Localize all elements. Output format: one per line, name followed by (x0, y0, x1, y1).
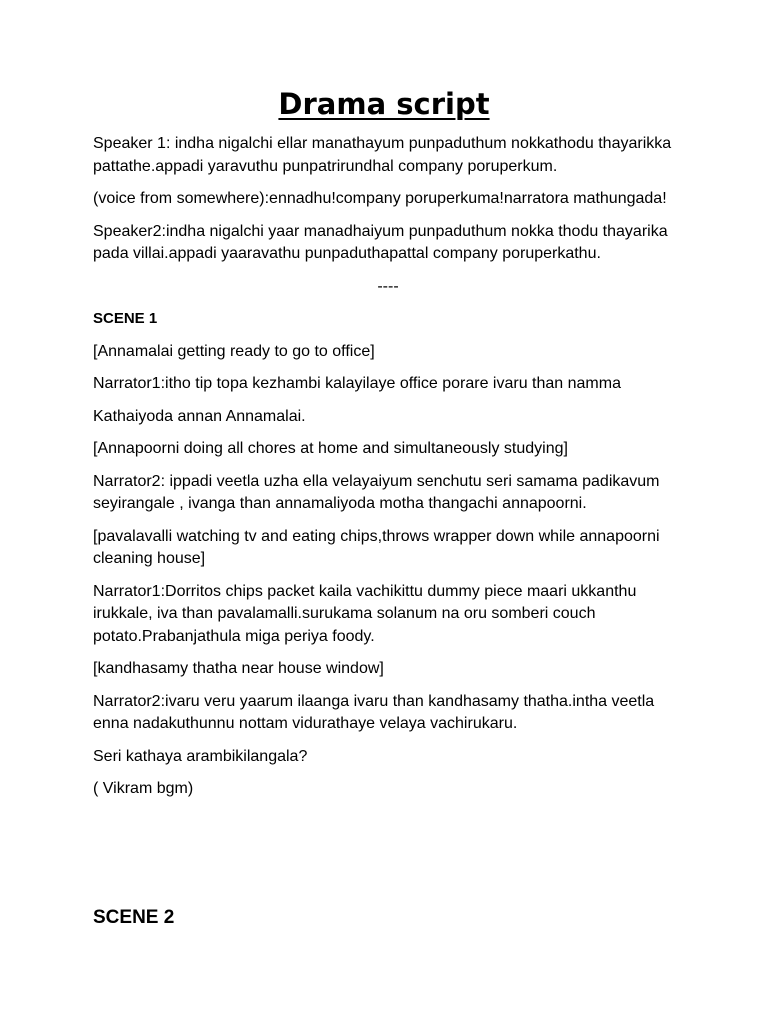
document-body (93, 133, 683, 811)
stage-direction: [Annapoorni doing all chores at home and simultaneously studying] (93, 440, 568, 457)
stage-direction: [Annamalai getting ready to go to office] (93, 342, 375, 360)
narrator-line: Narrator2: ippadi veetla uzha ella velayaiyum senchutu seri samama padikavum seyirangale , ivanga than annamaliyoda motha thangachi annapoorni. (93, 472, 660, 512)
separator: ---- (377, 277, 399, 295)
speaker1-paragraph: Speaker 1: indha nigalchi ellar manathayum punpaduthum nokkathodu thayarikka pattathe.appadi yaravuthu punpatrirundhal company poruperkum. (93, 135, 672, 175)
narrator-line: Narrator1:Dorritos chips packet kaila vachikittu dummy piece maari ukkanthu irukkale, iva than pavalamalli.surukama solanum na oru somberi couch potato.Prabanjathula miga periya foody. (93, 582, 637, 645)
stage-direction: [pavalavalli watching tv and eating chips,throws wrapper down while annapoorni cleaning house] (93, 527, 660, 567)
narrator-line: Kathaiyoda annan Annamalai. (93, 407, 306, 425)
narrator-line: Narrator1:itho tip topa kezhambi kalayilaye office porare ivaru than namma (93, 375, 621, 392)
stage-direction: [kandhasamy thatha near house window] (93, 660, 384, 677)
document-title: Drama script (278, 87, 490, 121)
scene1-heading: SCENE 1 (93, 310, 158, 327)
scene2-heading: SCENE 2 (93, 907, 175, 928)
speaker2-paragraph: Speaker2:indha nigalchi yaar manadhaiyum punpaduthum nokka thodu thayarika pada villai.appadi yaaravathu punpaduthapattal company poruperkathu. (93, 222, 668, 262)
dialogue-line: Seri kathaya arambikilangala? (93, 747, 308, 765)
stage-direction: ( Vikram bgm) (93, 780, 194, 797)
narrator-line: Narrator2:ivaru veru yaarum ilaanga ivaru than kandhasamy thatha.intha veetla enna nadakuthunnu nottam vidurathaye velaya vachirukaru. (93, 692, 655, 732)
voice-paragraph: (voice from somewhere):ennadhu!company poruperkuma!narratora mathungada! (93, 190, 667, 207)
